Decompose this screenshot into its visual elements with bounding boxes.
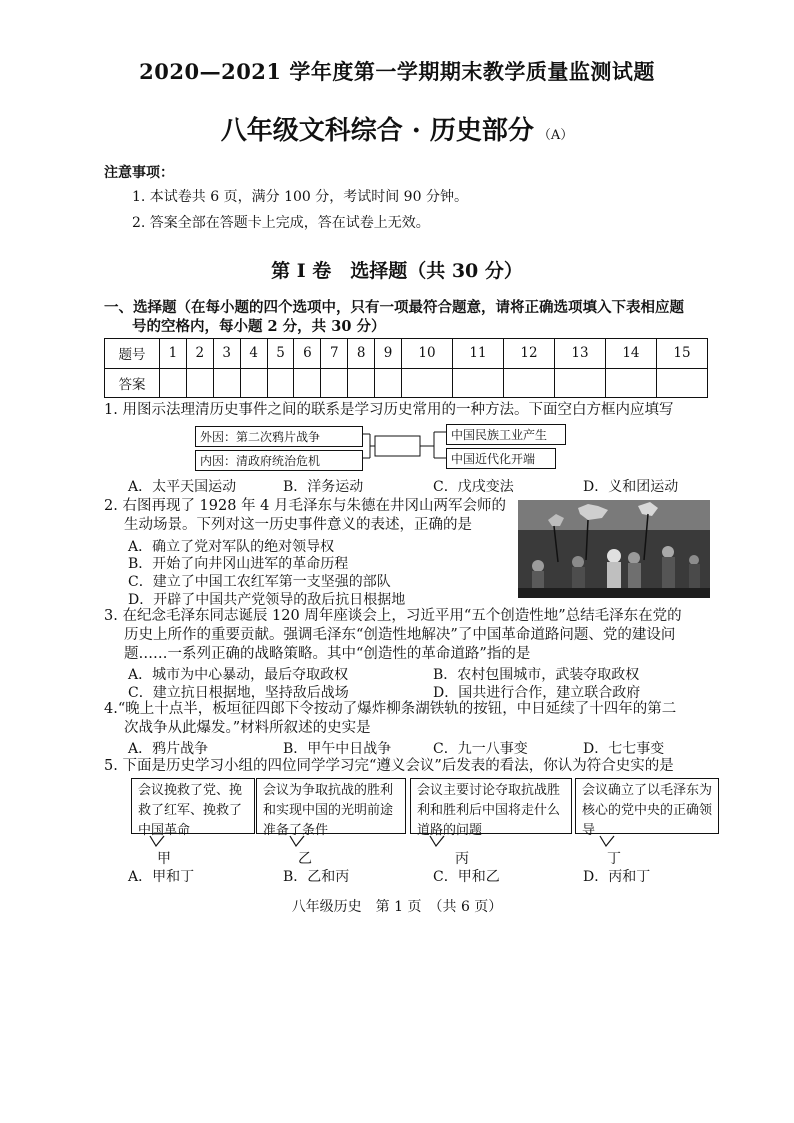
q3-line-2: 历史上所作的重要贡献。强调毛泽东“创造性地解决”了中国革命道路问题、党的建设问 xyxy=(124,627,676,643)
answer-cell-7[interactable] xyxy=(321,368,348,398)
instruction-line-1: 一、选择题（在每小题的四个选项中，只有一项最符合题意，请将正确选项填入下表相应题 xyxy=(104,299,684,316)
label-ding: 丁 xyxy=(607,851,621,867)
q1-option-d[interactable]: D．义和团运动 xyxy=(583,479,679,495)
answer-cell-3[interactable] xyxy=(213,368,240,398)
section-title: 第 Ⅰ 卷 选择题（共 30 分） xyxy=(271,260,523,282)
q2-option-d[interactable]: D．开辟了中国共产党领导的敌后抗日根据地 xyxy=(128,592,406,608)
q1-option-b[interactable]: B．洋务运动 xyxy=(283,479,364,495)
table-header-number: 题号 xyxy=(105,339,160,369)
answer-cell-11[interactable] xyxy=(453,368,504,398)
notice-item-2: 2. 答案全部在答题卡上完成，答在试卷上无效。 xyxy=(132,215,430,231)
q3-option-c[interactable]: C．建立抗日根据地，坚持敌后战场 xyxy=(128,685,349,701)
q1-result-2: 中国近代化开端 xyxy=(446,448,556,469)
instruction-line-2: 号的空格内，每小题 2 分，共 30 分） xyxy=(132,318,386,335)
table-cell-number: 5 xyxy=(267,339,294,369)
label-jia: 甲 xyxy=(157,851,171,867)
q1-option-c[interactable]: C．戊戌变法 xyxy=(433,479,514,495)
q3-option-d[interactable]: D．国共进行合作，建立联合政府 xyxy=(433,685,641,701)
label-bing: 丙 xyxy=(455,851,469,867)
q2-option-a[interactable]: A．确立了党对军队的绝对领导权 xyxy=(128,539,335,555)
q4-option-b[interactable]: B．甲午中日战争 xyxy=(283,741,392,757)
answer-cell-13[interactable] xyxy=(554,368,605,398)
table-cell-number: 13 xyxy=(554,339,605,369)
answer-cell-15[interactable] xyxy=(656,368,707,398)
table-cell-number: 4 xyxy=(240,339,267,369)
q5-option-b[interactable]: B．乙和丙 xyxy=(283,869,350,885)
speech-box-yi: 会议为争取抗战的胜利和实现中国的光明前途准备了条件 xyxy=(256,778,406,834)
table-cell-number: 11 xyxy=(453,339,504,369)
answer-cell-5[interactable] xyxy=(267,368,294,398)
q4-line-2: 次战争从此爆发。”材料所叙述的史实是 xyxy=(124,720,371,736)
q3-option-b[interactable]: B．农村包围城市，武装夺取政权 xyxy=(433,667,640,683)
table-cell-number: 6 xyxy=(294,339,321,369)
q4-line-1: 4.“晚上十点半，板垣征四郎下令按动了爆炸柳条湖铁轨的按钮，中日延续了十四年的第二 xyxy=(104,701,677,717)
notice-item-1: 1. 本试卷共 6 页，满分 100 分，考试时间 90 分钟。 xyxy=(132,189,468,205)
table-cell-number: 15 xyxy=(656,339,707,369)
q3-option-a[interactable]: A．城市为中心暴动，最后夺取政权 xyxy=(128,667,349,683)
q1-option-a[interactable]: A．太平天国运动 xyxy=(128,479,237,495)
q5-option-c[interactable]: C．甲和乙 xyxy=(433,869,500,885)
speech-box-bing: 会议主要讨论夺取抗战胜利和胜利后中国将走什么道路的问题 xyxy=(410,778,572,834)
q1-result-1: 中国民族工业产生 xyxy=(446,424,566,445)
answer-cell-12[interactable] xyxy=(503,368,554,398)
table-cell-number: 2 xyxy=(186,339,213,369)
meeting-scene-illustration xyxy=(518,500,710,598)
q3-line-1: 3. 在纪念毛泽东同志诞辰 120 周年座谈会上，习近平用“五个创造性地”总结毛泽东在党的 xyxy=(104,608,682,624)
q1-blank-box xyxy=(375,436,420,456)
answer-table xyxy=(104,338,708,398)
answer-cell-4[interactable] xyxy=(240,368,267,398)
table-cell-number: 3 xyxy=(213,339,240,369)
q1-external-cause: 外因：第二次鸦片战争 xyxy=(195,426,363,447)
label-yi: 乙 xyxy=(298,851,312,867)
answer-cell-10[interactable] xyxy=(402,368,453,398)
exam-subtitle xyxy=(0,110,794,147)
table-header-answer: 答案 xyxy=(105,368,160,398)
q4-option-d[interactable]: D．七七事变 xyxy=(583,741,665,757)
q1-internal-cause: 内因：清政府统治危机 xyxy=(195,450,363,471)
subtitle-text: 八年级文科综合 · 历史部分 xyxy=(220,116,534,146)
version-tag: （A） xyxy=(537,128,574,143)
q3-line-3: 题……一系列正确的战略策略。其中“创造性的革命道路”指的是 xyxy=(124,646,531,662)
speech-box-jia: 会议挽救了党、挽救了红军、挽救了中国革命 xyxy=(131,778,255,834)
answer-cell-6[interactable] xyxy=(294,368,321,398)
table-cell-number: 9 xyxy=(375,339,402,369)
q5-option-d[interactable]: D．丙和丁 xyxy=(583,869,651,885)
q2-line-1: 2. 右图再现了 1928 年 4 月毛泽东与朱德在井冈山两军会师的 xyxy=(104,498,507,514)
q4-option-c[interactable]: C．九一八事变 xyxy=(433,741,528,757)
q2-option-b[interactable]: B．开始了向井冈山进军的革命历程 xyxy=(128,556,349,572)
q2-line-2: 生动场景。下列对这一历史事件意义的表述，正确的是 xyxy=(124,517,472,533)
jinggangshan-meeting-image xyxy=(518,500,710,598)
notice-heading: 注意事项： xyxy=(104,165,174,181)
table-cell-number: 12 xyxy=(503,339,554,369)
q2-option-c[interactable]: C．建立了中国工农红军第一支坚强的部队 xyxy=(128,574,391,590)
answer-table-answer-row xyxy=(105,368,708,398)
answer-cell-8[interactable] xyxy=(348,368,375,398)
answer-cell-14[interactable] xyxy=(605,368,656,398)
answer-cell-1[interactable] xyxy=(160,368,187,398)
table-cell-number: 10 xyxy=(402,339,453,369)
page-footer: 八年级历史 第 1 页 （共 6 页） xyxy=(291,899,503,915)
speech-box-ding: 会议确立了以毛泽东为核心的党中央的正确领导 xyxy=(575,778,719,834)
answer-table-number-row xyxy=(105,339,708,369)
q5-stem: 5. 下面是历史学习小组的四位同学学习完“遵义会议”后发表的看法，你认为符合史实的是 xyxy=(104,758,674,774)
exam-title: 2020—2021 学年度第一学期期末教学质量监测试题 xyxy=(139,59,655,84)
q5-option-a[interactable]: A．甲和丁 xyxy=(128,869,195,885)
answer-cell-9[interactable] xyxy=(375,368,402,398)
table-cell-number: 8 xyxy=(348,339,375,369)
table-cell-number: 7 xyxy=(321,339,348,369)
speech-tails xyxy=(130,830,720,850)
table-cell-number: 14 xyxy=(605,339,656,369)
q1-stem: 1. 用图示法理清历史事件之间的联系是学习历史常用的一种方法。下面空白方框内应填写 xyxy=(104,402,674,418)
answer-cell-2[interactable] xyxy=(186,368,213,398)
q4-option-a[interactable]: A．鸦片战争 xyxy=(128,741,209,757)
table-cell-number: 1 xyxy=(160,339,187,369)
